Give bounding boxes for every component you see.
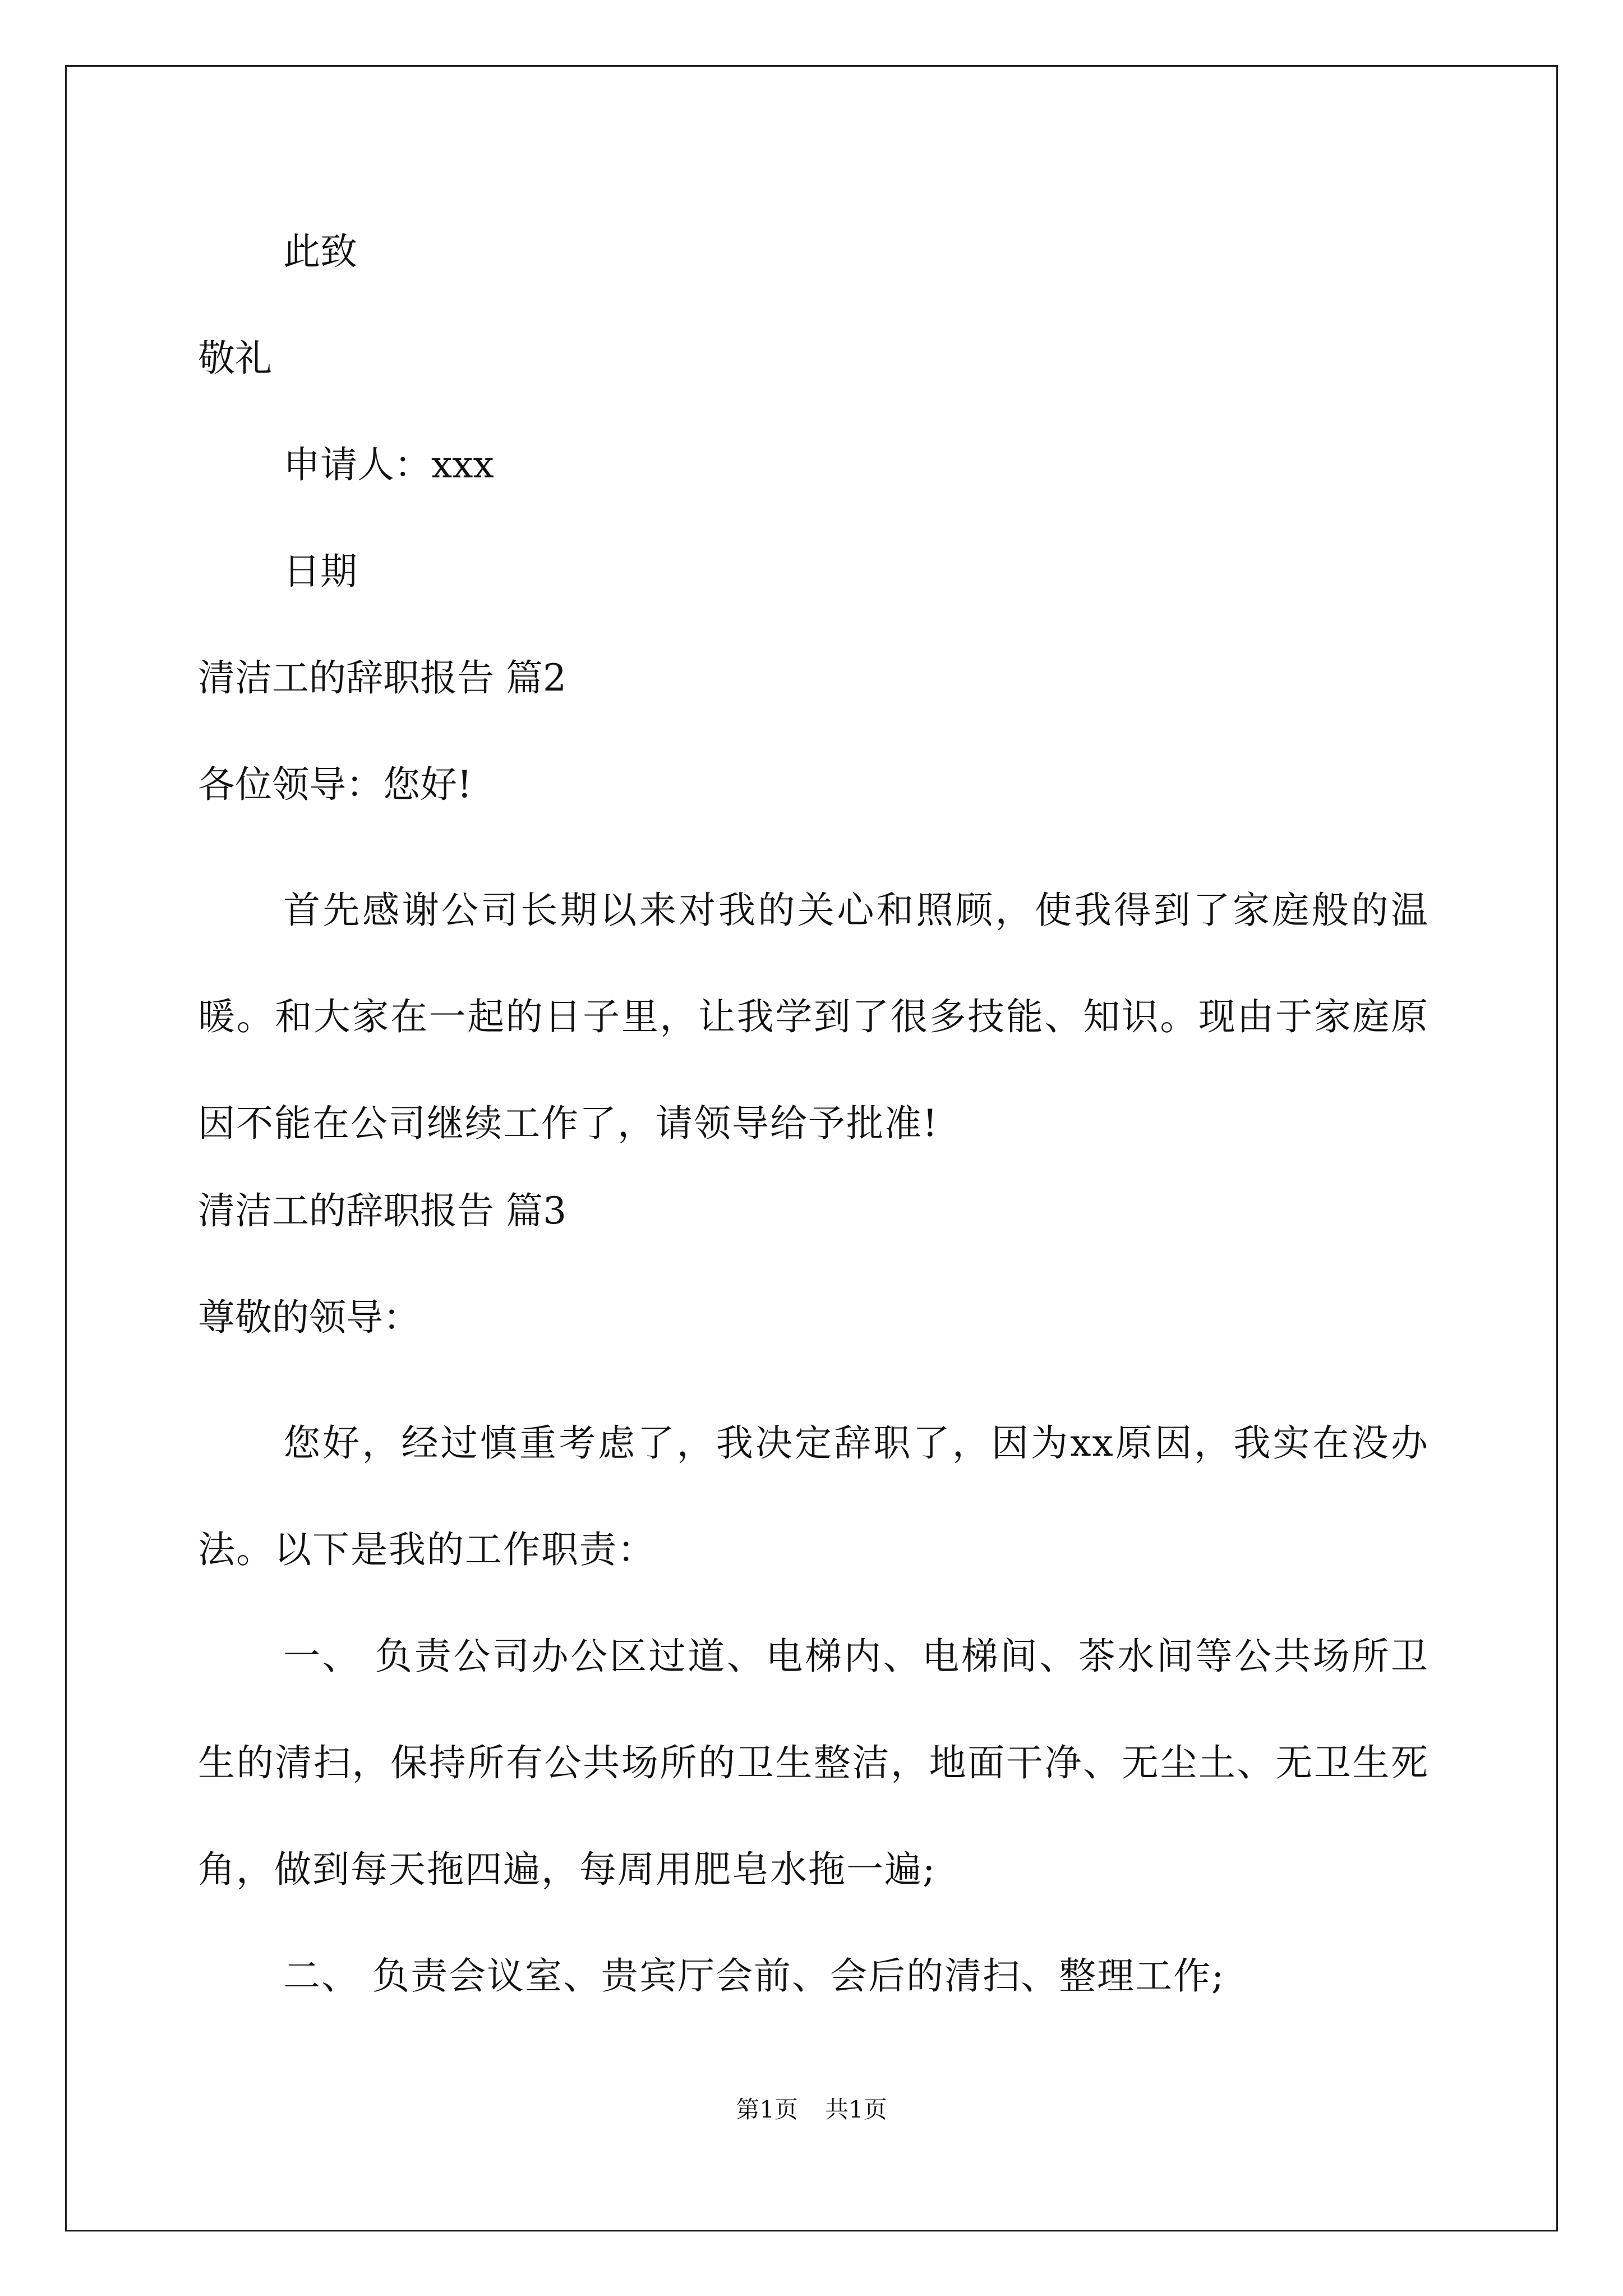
- section-3-item-2: 二、 负责会议室、贵宾厅会前、会后的清扫、整理工作;: [283, 1954, 1225, 1998]
- section-2-heading: 清洁工的辞职报告 篇2: [198, 656, 566, 700]
- date-line: 日期: [283, 550, 357, 593]
- section-3-paragraph-1: 您好，经过慎重考虑了，我决定辞职了，因为xx原因，我实在没办法。以下是我的工作职责：: [198, 1421, 1429, 1571]
- page-footer: [0, 2098, 1623, 2122]
- applicant-line: 申请人：xxx: [283, 443, 494, 486]
- section-3-heading: 清洁工的辞职报告 篇3: [198, 1189, 566, 1232]
- section-2-paragraph: 首先感谢公司长期以来对我的关心和照顾，使我得到了家庭般的温暖。和大家在一起的日子里，让我学到了很多技能、知识。现由于家庭原因不能在公司继续工作了，请领导给予批准!: [198, 889, 1429, 1145]
- section-3-item-1: 一、 负责公司办公区过道、电梯内、电梯间、茶水间等公共场所卫生的清扫，保持所有公共场所的卫生整洁，地面干净、无尘土、无卫生死角，做到每天拖四遍，每周用肥皂水拖一遍;: [198, 1635, 1429, 1891]
- total-pages: 共1页: [825, 2096, 887, 2123]
- closing-jing-li: 敬礼: [198, 337, 272, 380]
- section-3-salutation: 尊敬的领导：: [198, 1296, 420, 1339]
- section-2-salutation: 各位领导：您好!: [198, 763, 472, 806]
- page-number: 第1页: [736, 2096, 798, 2123]
- closing-ci-zhi: 此致: [283, 230, 357, 273]
